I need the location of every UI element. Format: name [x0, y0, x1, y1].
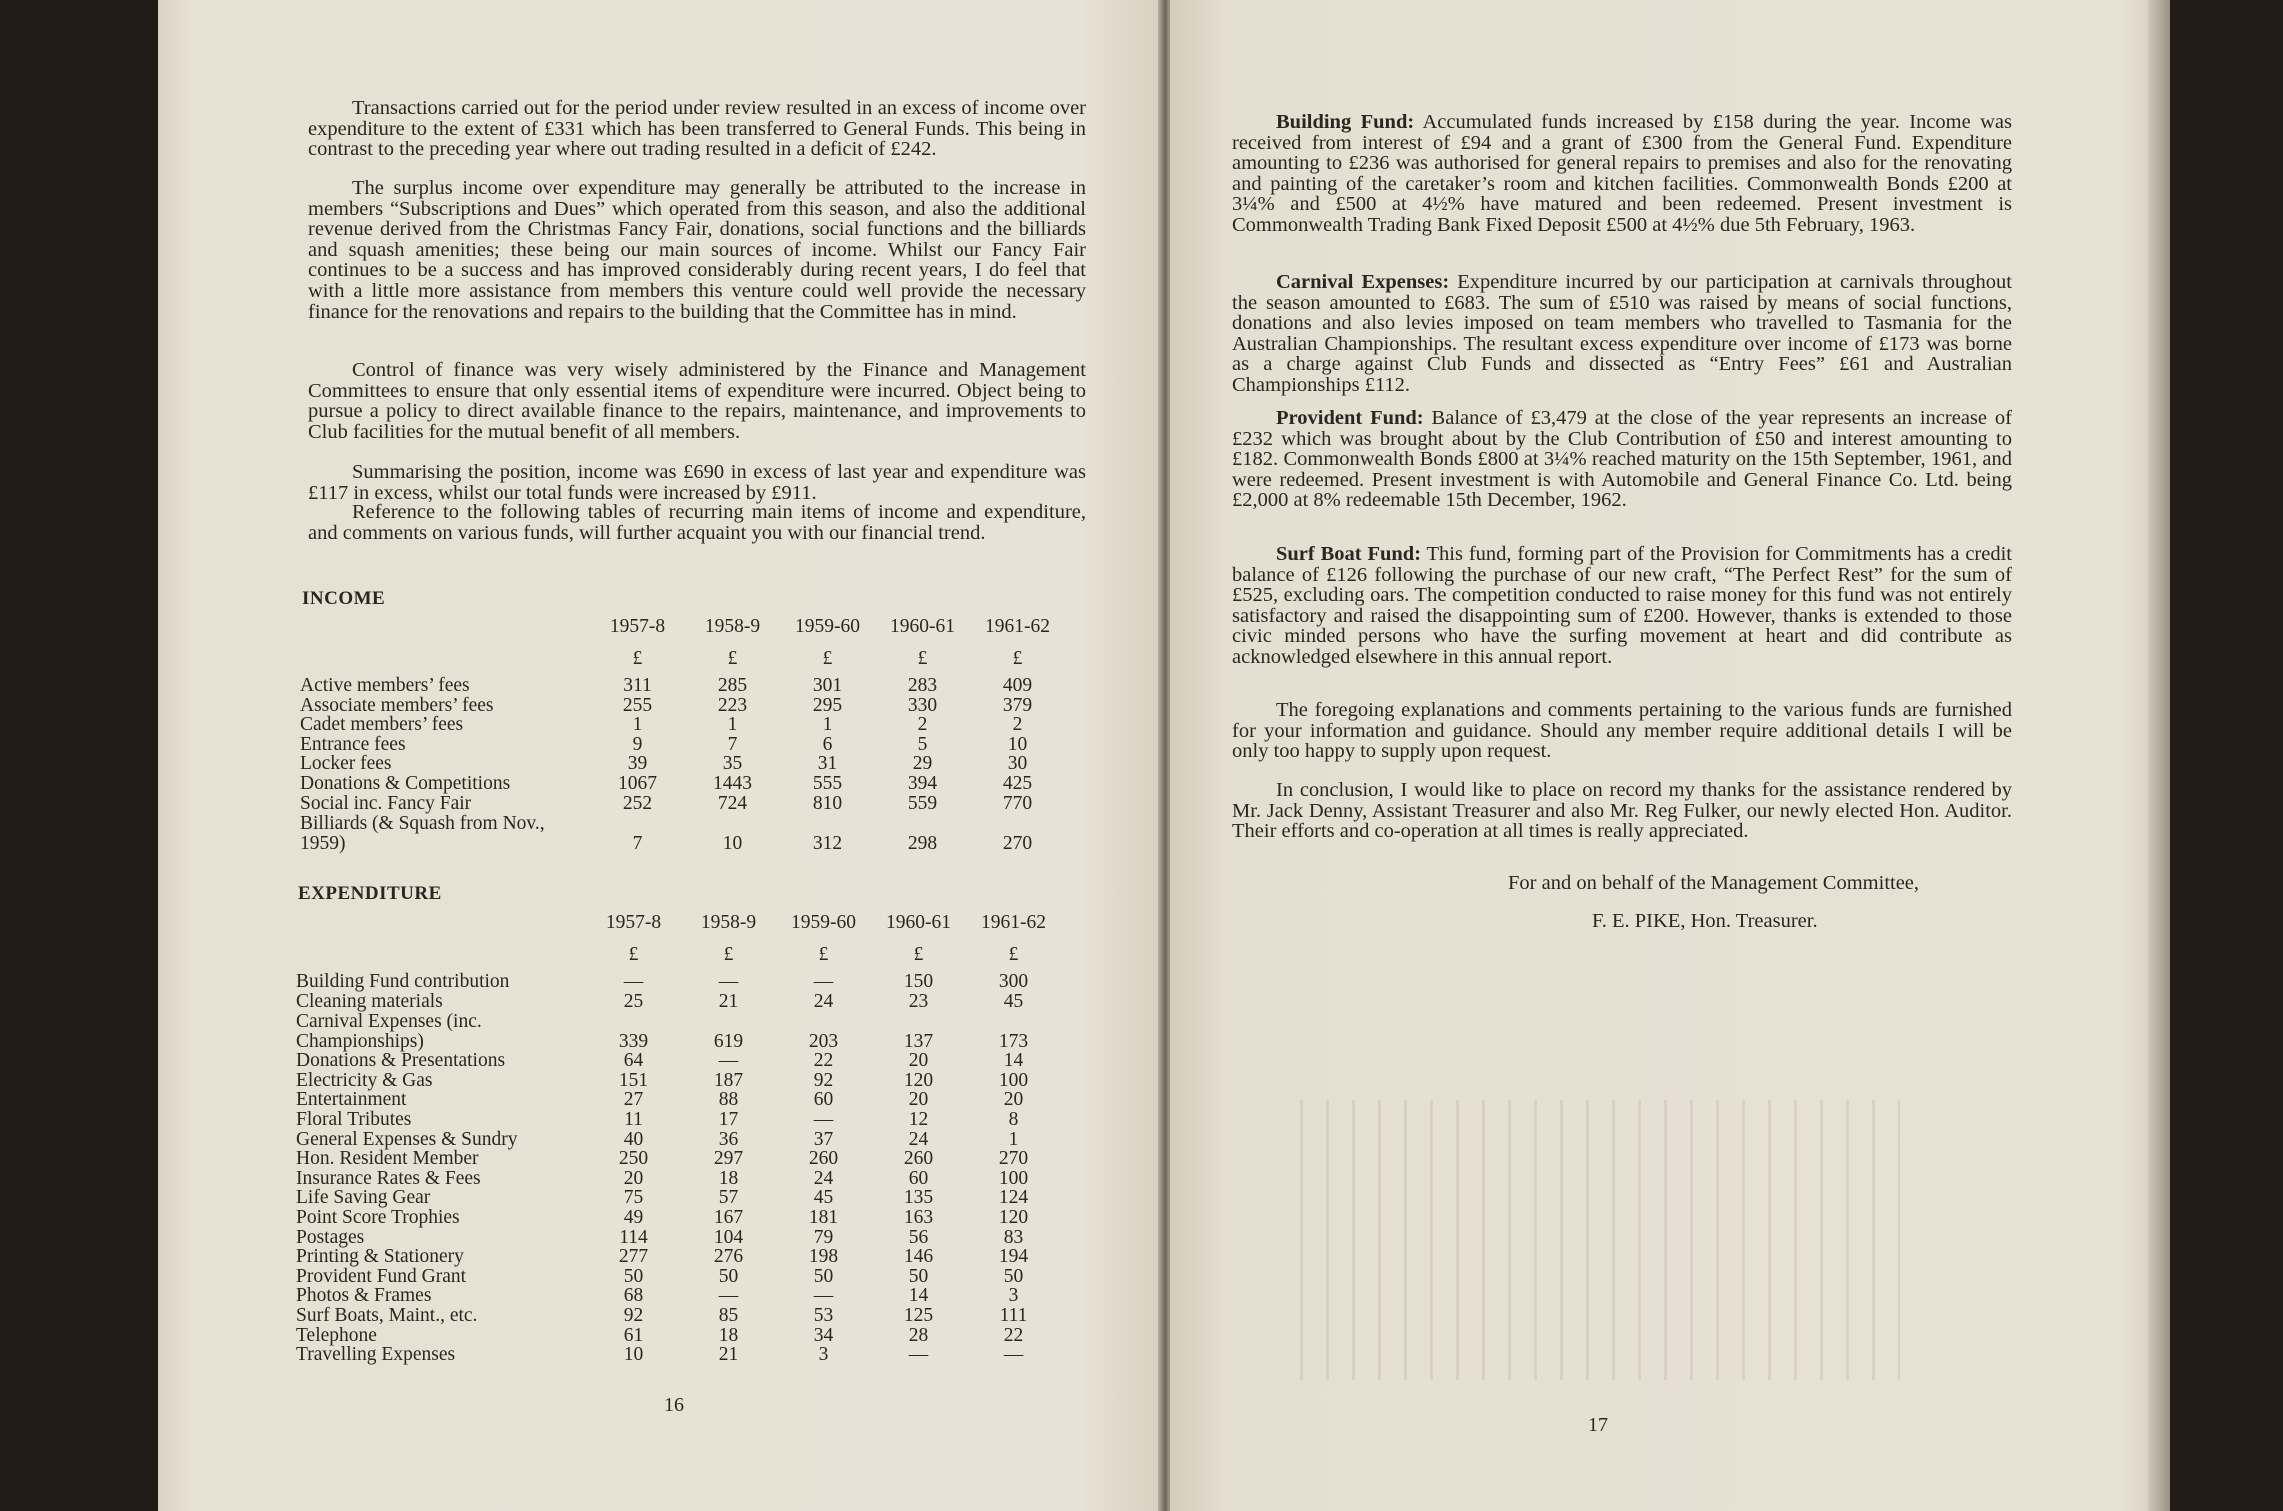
income-value: 295 — [812, 694, 843, 716]
income-value: 425 — [1002, 772, 1033, 794]
intro-paragraph: Transactions carried out for the period under review resulted in an excess of income over expenditure to the extent of £331 which has been transferred to General Funds. This being in contrast to the preceding year where out trading resulted in a deficit of £242. — [308, 97, 1086, 161]
expenditure-value: 11 — [624, 1108, 643, 1130]
expenditure-value: — — [813, 971, 834, 992]
expenditure-value: 45 — [813, 1187, 834, 1209]
expenditure-row-label: Electricity & Gas — [296, 1069, 433, 1091]
expenditure-row — [296, 1286, 1061, 1306]
income-heading: INCOME — [302, 588, 386, 609]
expenditure-value: 20 — [908, 1089, 929, 1111]
expenditure-row — [296, 1169, 1061, 1189]
expenditure-value: 24 — [813, 990, 834, 1012]
income-currency-symbol: £ — [917, 648, 928, 670]
expenditure-row — [296, 1071, 1061, 1091]
expenditure-row — [296, 1247, 1061, 1267]
signoff-treasurer: F. E. PIKE, Hon. Treasurer. — [1592, 910, 1818, 932]
provident-fund-paragraph: Provident Fund: Balance of £3,479 at the close of the year represents an increase of £232 which was brought about by the Club Contribution of £50 and interest amounting to £182. Commonwealth Bonds £800 at 3¼% reached maturity on the 15th September, 1961, and were redeemed. Present investment is with Automobile and General Finance Co. Ltd. being £2,000 at 8% redeemable 15th December, 1962. — [1232, 407, 2012, 512]
expenditure-row-label: Surf Boats, Maint., etc. — [296, 1304, 478, 1326]
income-currency-symbol: £ — [632, 648, 643, 670]
expenditure-value: 260 — [903, 1148, 934, 1170]
income-value: 1 — [822, 714, 833, 736]
income-value: 1067 — [618, 772, 657, 794]
expenditure-value: 37 — [813, 1128, 834, 1150]
expenditure-value: 276 — [713, 1246, 744, 1268]
income-value: 252 — [622, 792, 653, 814]
expenditure-value: 40 — [623, 1128, 644, 1150]
expenditure-value: 53 — [813, 1304, 834, 1326]
income-row — [300, 813, 1065, 853]
expenditure-currency-symbol: £ — [1008, 944, 1019, 966]
income-value: 1443 — [713, 772, 752, 794]
expenditure-row-label: Hon. Resident Member — [296, 1148, 479, 1170]
expenditure-value: 28 — [908, 1324, 929, 1346]
income-row-label: Billiards (& Squash from Nov., 1959) — [300, 812, 545, 854]
income-year-header: 1958-9 — [704, 616, 761, 638]
building-fund-paragraph: Building Fund: Accumulated funds increased by £158 during the year. Income was received from interest of £94 and a grant of £300 from the General Fund. Expenditure amounting to £236 was authorised for general repairs to premises and also for the renovating and painting of the caretaker’s room and kitchen facilities. Commonwealth Bonds £200 at 3¼% and £500 at 4½% have matured and been redeemed. Present investment is Commonwealth Trading Bank Fixed Deposit £500 at 4½% due 5th February, 1963. — [1232, 111, 2012, 236]
expenditure-value: 146 — [903, 1246, 934, 1268]
income-value: 9 — [632, 733, 643, 755]
expenditure-row — [296, 1345, 1061, 1365]
expenditure-value: 27 — [623, 1089, 644, 1111]
expenditure-value: 17 — [718, 1108, 739, 1130]
expenditure-row — [296, 1051, 1061, 1071]
expenditure-value: 3 — [818, 1344, 829, 1366]
expenditure-row-label: Provident Fund Grant — [296, 1265, 467, 1287]
expenditure-value: 20 — [908, 1050, 929, 1072]
income-value: 555 — [812, 772, 843, 794]
income-value: 770 — [1002, 792, 1033, 814]
income-value: 1 — [632, 714, 643, 736]
income-value: 2 — [1012, 714, 1023, 736]
expenditure-value: 167 — [713, 1206, 744, 1228]
expenditure-table — [296, 908, 1061, 1365]
building-fund-title: Building Fund: — [1276, 111, 1415, 133]
expenditure-row-label: Cleaning materials — [296, 990, 443, 1012]
expenditure-value: 34 — [813, 1324, 834, 1346]
income-value: 301 — [812, 675, 843, 696]
income-header-spacer — [300, 612, 590, 642]
expenditure-header-spacer — [296, 908, 586, 938]
expenditure-value: 92 — [623, 1304, 644, 1326]
income-row — [300, 696, 1065, 716]
income-row — [300, 676, 1065, 696]
income-row — [300, 735, 1065, 755]
expenditure-value: 194 — [998, 1246, 1029, 1268]
expenditure-value: 120 — [998, 1206, 1029, 1228]
expenditure-value: 50 — [813, 1265, 834, 1287]
income-value: 270 — [1002, 832, 1033, 854]
expenditure-value: 10 — [623, 1344, 644, 1366]
expenditure-value: 68 — [623, 1285, 644, 1307]
income-value: 283 — [907, 675, 938, 696]
expenditure-currency-symbol: £ — [723, 944, 734, 966]
income-year-header-row — [300, 612, 1065, 642]
carnival-expenses-title: Carnival Expenses: — [1276, 271, 1450, 293]
expenditure-value: 61 — [623, 1324, 644, 1346]
income-row — [300, 794, 1065, 814]
expenditure-value: 100 — [998, 1167, 1029, 1189]
income-row-label: Social inc. Fancy Fair — [300, 792, 472, 814]
expenditure-value: 22 — [1003, 1324, 1024, 1346]
expenditure-row-label: Travelling Expenses — [296, 1344, 456, 1366]
expenditure-row — [296, 1267, 1061, 1287]
income-value: 7 — [632, 832, 643, 854]
expenditure-value: 104 — [713, 1226, 744, 1248]
expenditure-value: 137 — [903, 1030, 934, 1052]
expenditure-year-header: 1957-8 — [605, 912, 662, 934]
expenditure-value: 75 — [623, 1187, 644, 1209]
expenditure-value: 20 — [623, 1167, 644, 1189]
expenditure-row — [296, 1208, 1061, 1228]
income-row-label: Associate members’ fees — [300, 694, 494, 716]
expenditure-value: 50 — [718, 1265, 739, 1287]
expenditure-value: 135 — [903, 1187, 934, 1209]
expenditure-row-label: Entertainment — [296, 1089, 407, 1111]
expenditure-row — [296, 1011, 1061, 1051]
income-value: 409 — [1002, 675, 1033, 696]
expenditure-value: 60 — [813, 1089, 834, 1111]
expenditure-value: 83 — [1003, 1226, 1024, 1248]
expenditure-value: 92 — [813, 1069, 834, 1091]
expenditure-value: 36 — [718, 1128, 739, 1150]
expenditure-value: 56 — [908, 1226, 929, 1248]
signoff-committee: For and on behalf of the Management Committee, — [1508, 872, 1920, 894]
expenditure-value: 339 — [618, 1030, 649, 1052]
conclusion-paragraph: In conclusion, I would like to place on record my thanks for the assistance rendered by Mr. Jack Denny, Assistant Treasurer and also Mr. Reg Fulker, our newly elected Hon. Auditor. Their efforts and co-operation at all times is really appreciated. — [1232, 779, 2012, 843]
income-value: 35 — [722, 753, 743, 775]
show-through-print — [1300, 1100, 1900, 1380]
expenditure-row-label: Life Saving Gear — [296, 1187, 431, 1209]
page-number-left: 16 — [664, 1394, 684, 1416]
expenditure-value: 20 — [1003, 1089, 1024, 1111]
expenditure-value: 260 — [808, 1148, 839, 1170]
surplus-paragraph: The surplus income over expenditure may generally be attributed to the increase in members “Subscriptions and Dues” which operated from this season, and also the additional revenue derived from the Christmas Fancy Fair, donations, social functions and the billiards and squash amenities; these being our main sources of income. Whilst our Fancy Fair continues to be a success and has improved considerably during recent years, I do feel that with a little more assistance from members this venture could well provide the necessary finance for the renovations and repairs to the building that the Committee has in mind. — [308, 177, 1086, 323]
income-value: 559 — [907, 792, 938, 814]
income-value: 330 — [907, 694, 938, 716]
expenditure-value: — — [1003, 1344, 1024, 1366]
income-value: 298 — [907, 832, 938, 854]
expenditure-row — [296, 1090, 1061, 1110]
income-table — [300, 612, 1065, 853]
expenditure-value: 18 — [718, 1167, 739, 1189]
expenditure-row-label: Point Score Trophies — [296, 1206, 460, 1228]
expenditure-value: 45 — [1003, 990, 1024, 1012]
expenditure-value: 12 — [908, 1108, 929, 1130]
expenditure-row-label: Printing & Stationery — [296, 1246, 464, 1268]
expenditure-row — [296, 1306, 1061, 1326]
income-row-label: Cadet members’ fees — [300, 714, 464, 736]
income-year-header: 1959-60 — [795, 616, 860, 638]
expenditure-currency-symbol: £ — [818, 944, 829, 966]
expenditure-year-header: 1958-9 — [700, 912, 757, 934]
income-row — [300, 715, 1065, 735]
expenditure-value: 60 — [908, 1167, 929, 1189]
income-value: 10 — [1007, 733, 1028, 755]
expenditure-year-header: 1961-62 — [981, 912, 1046, 934]
expenditure-row-label: General Expenses & Sundry — [296, 1128, 518, 1150]
expenditure-value: — — [908, 1344, 929, 1366]
expenditure-row-label: Telephone — [296, 1324, 377, 1346]
expenditure-value: 114 — [619, 1226, 648, 1248]
income-value: 31 — [817, 753, 838, 775]
expenditure-year-header: 1959-60 — [791, 912, 856, 934]
income-value: 6 — [822, 733, 833, 755]
expenditure-value: 88 — [718, 1089, 739, 1111]
expenditure-row-label: Postages — [296, 1226, 365, 1248]
income-currency-spacer — [300, 642, 590, 676]
income-currency-symbol: £ — [1012, 648, 1023, 670]
income-value: 10 — [722, 832, 743, 854]
expenditure-value: 300 — [998, 971, 1029, 992]
expenditure-value: 297 — [713, 1148, 744, 1170]
income-value: 724 — [717, 792, 748, 814]
expenditure-row — [296, 1188, 1061, 1208]
expenditure-row-label: Carnival Expenses (inc. Championships) — [296, 1011, 482, 1052]
expenditure-year-header-row — [296, 908, 1061, 938]
expenditure-value: 111 — [999, 1304, 1028, 1326]
expenditure-value: 270 — [998, 1148, 1029, 1170]
expenditure-row-label: Donations & Presentations — [296, 1050, 506, 1072]
expenditure-value: 18 — [718, 1324, 739, 1346]
income-row-label: Active members’ fees — [300, 675, 470, 696]
expenditure-value: 21 — [718, 1344, 739, 1366]
income-value: 223 — [717, 694, 748, 716]
provident-fund-title: Provident Fund: — [1276, 407, 1424, 429]
expenditure-value: 24 — [908, 1128, 929, 1150]
expenditure-value: — — [813, 1108, 834, 1130]
income-value: 394 — [907, 772, 938, 794]
income-year-header: 1957-8 — [609, 616, 666, 638]
income-value: 379 — [1002, 694, 1033, 716]
expenditure-value: — — [718, 1050, 739, 1072]
expenditure-value: 1 — [1008, 1128, 1019, 1150]
income-value: 311 — [623, 675, 652, 696]
expenditure-value: 187 — [713, 1069, 744, 1091]
expenditure-value: — — [813, 1285, 834, 1307]
income-row-label: Locker fees — [300, 753, 392, 775]
expenditure-value: 3 — [1008, 1285, 1019, 1307]
expenditure-value: 79 — [813, 1226, 834, 1248]
expenditure-value: 49 — [623, 1206, 644, 1228]
expenditure-value: 21 — [718, 990, 739, 1012]
expenditure-value: 50 — [1003, 1265, 1024, 1287]
expenditure-value: 24 — [813, 1167, 834, 1189]
expenditure-value: 25 — [623, 990, 644, 1012]
expenditure-row-label: Building Fund contribution — [296, 971, 510, 992]
income-row-label: Donations & Competitions — [300, 772, 511, 794]
expenditure-currency-spacer — [296, 938, 586, 972]
income-row — [300, 774, 1065, 794]
income-value: 312 — [812, 832, 843, 854]
income-value: 5 — [917, 733, 928, 755]
income-currency-symbol: £ — [727, 648, 738, 670]
expenditure-row — [296, 972, 1061, 992]
expenditure-value: 14 — [908, 1285, 929, 1307]
expenditure-value: 23 — [908, 990, 929, 1012]
surf-boat-fund-title: Surf Boat Fund: — [1276, 543, 1422, 565]
expenditure-row — [296, 1149, 1061, 1169]
expenditure-year-header: 1960-61 — [886, 912, 951, 934]
income-value: 30 — [1007, 753, 1028, 775]
expenditure-value: 203 — [808, 1030, 839, 1052]
expenditure-value: — — [623, 971, 644, 992]
expenditure-row — [296, 1228, 1061, 1248]
expenditure-value: 250 — [618, 1148, 649, 1170]
expenditure-value: 100 — [998, 1069, 1029, 1091]
expenditure-row — [296, 1130, 1061, 1150]
income-value: 2 — [917, 714, 928, 736]
expenditure-currency-symbol: £ — [628, 944, 639, 966]
expenditure-value: — — [718, 971, 739, 992]
expenditure-value: 57 — [718, 1187, 739, 1209]
income-year-header: 1960-61 — [890, 616, 955, 638]
expenditure-value: 14 — [1003, 1050, 1024, 1072]
expenditure-value: 150 — [903, 971, 934, 992]
summary-paragraph: Summarising the position, income was £690 in excess of last year and expenditure was £117 in excess, whilst our total funds were increased by £911. — [308, 461, 1086, 504]
expenditure-row-label: Insurance Rates & Fees — [296, 1167, 481, 1189]
expenditure-row — [296, 1110, 1061, 1130]
expenditure-value: 125 — [903, 1304, 934, 1326]
expenditure-value: — — [718, 1285, 739, 1307]
expenditure-value: 50 — [908, 1265, 929, 1287]
expenditure-value: 619 — [713, 1030, 744, 1052]
income-value: 7 — [727, 733, 738, 755]
expenditure-currency-row — [296, 938, 1061, 972]
reference-paragraph: Reference to the following tables of recurring main items of income and expenditure, and comments on various funds, will further acquaint you with our financial trend. — [308, 501, 1086, 544]
expenditure-currency-symbol: £ — [913, 944, 924, 966]
expenditure-value: 22 — [813, 1050, 834, 1072]
income-value: 810 — [812, 792, 843, 814]
foregoing-paragraph: The foregoing explanations and comments pertaining to the various funds are furnished for your information and guidance. Should any member require additional details I will be only too happy to supply upon request. — [1232, 699, 2012, 763]
page-edge — [2148, 0, 2170, 1511]
income-row-label: Entrance fees — [300, 733, 406, 755]
expenditure-value: 120 — [903, 1069, 934, 1091]
income-value: 1 — [727, 714, 738, 736]
expenditure-row — [296, 1326, 1061, 1346]
expenditure-value: 277 — [618, 1246, 649, 1268]
income-year-header: 1961-62 — [985, 616, 1050, 638]
income-value: 39 — [627, 753, 648, 775]
expenditure-row-label: Photos & Frames — [296, 1285, 432, 1307]
finance-control-paragraph: Control of finance was very wisely administered by the Finance and Management Committees to ensure that only essential items of expenditure were incurred. Object being to pursue a policy to direct available finance to the repairs, maintenance, and improvements to Club facilities for the mutual benefit of all members. — [308, 359, 1086, 443]
income-value: 29 — [912, 753, 933, 775]
income-value: 285 — [717, 675, 748, 696]
expenditure-row-label: Floral Tributes — [296, 1108, 412, 1130]
income-currency-row — [300, 642, 1065, 676]
expenditure-value: 173 — [998, 1030, 1029, 1052]
expenditure-value: 163 — [903, 1206, 934, 1228]
expenditure-value: 8 — [1008, 1108, 1019, 1130]
expenditure-value: 64 — [623, 1050, 644, 1072]
income-row — [300, 754, 1065, 774]
expenditure-value: 181 — [808, 1206, 839, 1228]
carnival-expenses-paragraph: Carnival Expenses: Expenditure incurred by our participation at carnivals throughout the season amounted to £683. The sum of £510 was raised by means of social functions, donations and also levies imposed on team members who travelled to Tasmania for the Australian Championships. The resultant excess expenditure over income of £173 was borne as a charge against Club Funds and dissected as “Entry Fees” £61 and Australian Championships £112. — [1232, 271, 2012, 396]
expenditure-value: 124 — [998, 1187, 1029, 1209]
income-value: 255 — [622, 694, 653, 716]
expenditure-value: 50 — [623, 1265, 644, 1287]
expenditure-value: 85 — [718, 1304, 739, 1326]
surf-boat-fund-paragraph: Surf Boat Fund: This fund, forming part of the Provision for Commitments has a credit balance of £126 following the purchase of our new craft, “The Perfect Rest” for the sum of £525, excluding oars. The competition conducted to raise money for this fund was not entirely satisfactory and raised the disappointing sum of £200. However, thanks is extended to those civic minded persons who have the surfing movement at heart and did contribute as acknowledged elsewhere in this annual report. — [1232, 543, 2012, 668]
expenditure-value: 198 — [808, 1246, 839, 1268]
expenditure-row — [296, 992, 1061, 1012]
page-number-right: 17 — [1588, 1414, 1608, 1436]
expenditure-heading: EXPENDITURE — [298, 883, 442, 904]
expenditure-value: 151 — [618, 1069, 649, 1091]
income-currency-symbol: £ — [822, 648, 833, 670]
